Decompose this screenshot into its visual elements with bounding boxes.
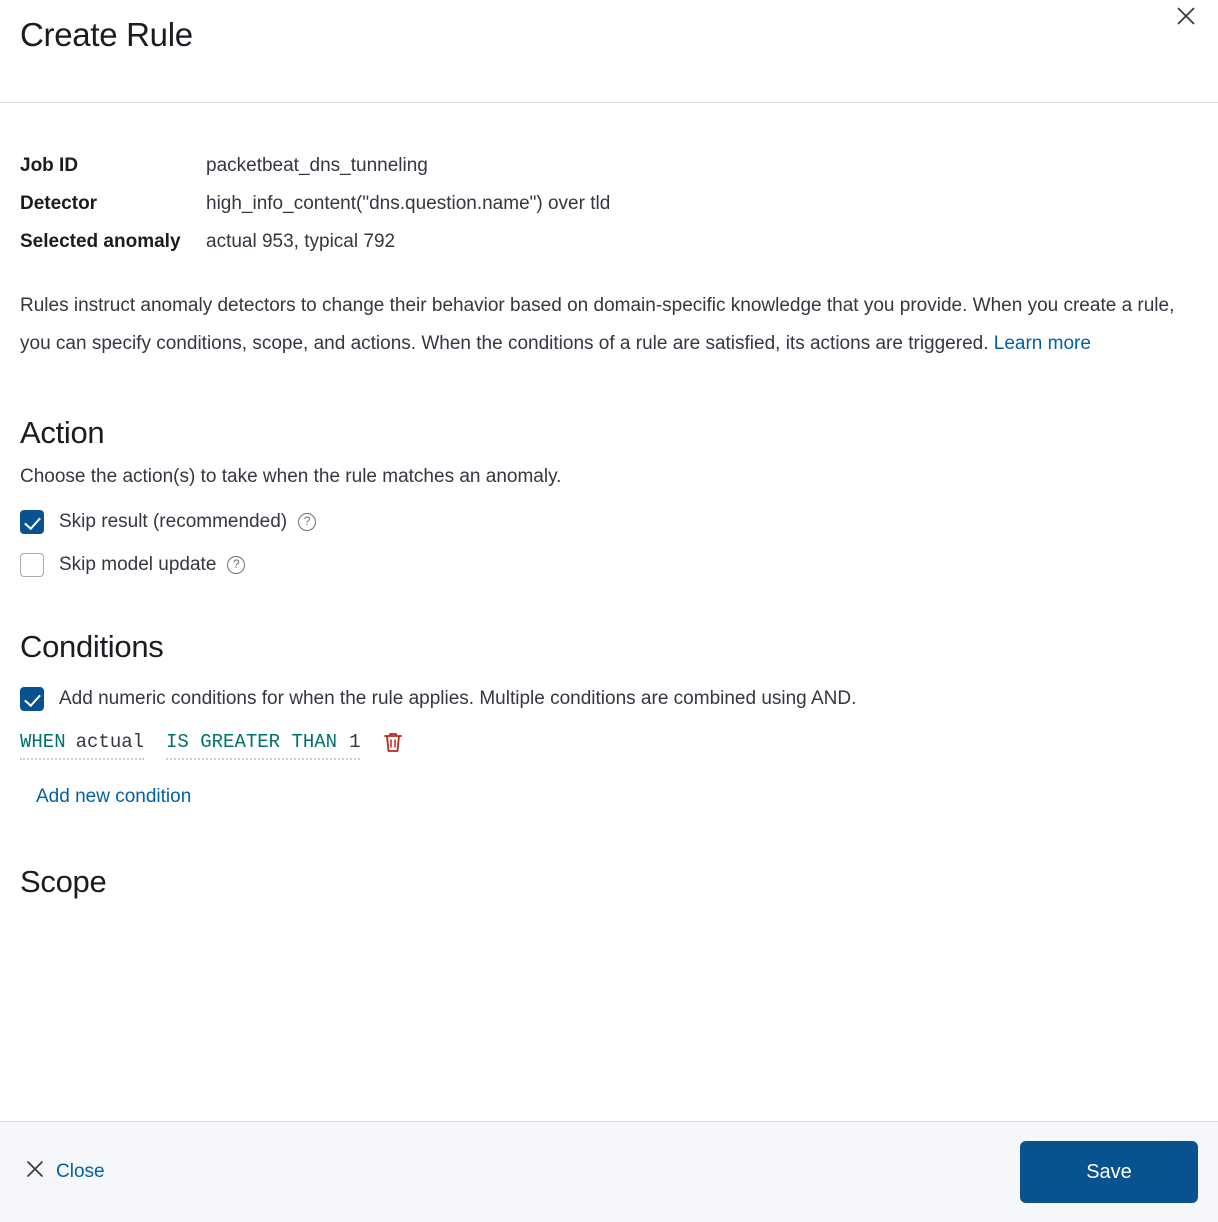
skip-result-checkbox[interactable]	[20, 510, 44, 534]
save-button[interactable]: Save	[1020, 1141, 1198, 1203]
detail-label-detector: Detector	[20, 193, 98, 214]
intro-paragraph: Rules instruct anomaly detectors to change their behavior based on domain-specific knowledge that you provide. When you create a rule, you can specify conditions, scope, and actions. When the conditions of a rule are satisfied, its actions are triggered.	[20, 295, 1175, 354]
condition-field-value: actual	[75, 731, 145, 753]
detail-value-selected-anomaly: actual 953, typical 792	[206, 231, 396, 252]
action-section-subtitle: Choose the action(s) to take when the rule matches an anomaly.	[20, 466, 562, 487]
skip-result-label: Skip result (recommended)	[59, 511, 288, 532]
cross-icon	[26, 1160, 44, 1184]
intro-text	[20, 287, 1180, 363]
skip-result-row[interactable]	[20, 510, 1198, 534]
skip-model-update-row[interactable]	[20, 553, 1198, 577]
condition-field-select[interactable]	[20, 731, 144, 760]
learn-more-link[interactable]: Learn more	[993, 333, 1091, 354]
close-button-label: Close	[56, 1161, 105, 1182]
conditions-toggle-row[interactable]	[20, 687, 1198, 711]
question-in-circle-icon[interactable]: ?	[298, 513, 316, 531]
condition-row	[20, 731, 1198, 760]
skip-model-update-label: Skip model update	[59, 554, 217, 575]
close-button[interactable]	[20, 1152, 111, 1192]
add-new-condition-link[interactable]: Add new condition	[36, 786, 192, 807]
flyout-header	[0, 0, 1218, 103]
detail-value-detector: high_info_content("dns.question.name") over tld	[206, 193, 611, 214]
page-title: Create Rule	[20, 16, 193, 53]
detail-label-selected-anomaly: Selected anomaly	[20, 231, 181, 252]
condition-threshold-value: 1	[349, 731, 361, 753]
flyout-footer	[0, 1121, 1218, 1222]
condition-operator-value: IS GREATER THAN	[166, 731, 338, 753]
close-icon[interactable]	[1172, 2, 1200, 30]
conditions-enabled-checkbox[interactable]	[20, 687, 44, 711]
question-in-circle-icon[interactable]: ?	[227, 556, 245, 574]
conditions-section-title: Conditions	[20, 629, 164, 664]
skip-model-update-checkbox[interactable]	[20, 553, 44, 577]
condition-when-keyword: WHEN	[20, 731, 66, 753]
scope-section-title: Scope	[20, 864, 107, 899]
action-section-title: Action	[20, 415, 105, 450]
detail-value-job-id: packetbeat_dns_tunneling	[206, 155, 428, 176]
conditions-toggle-label: Add numeric conditions for when the rule applies. Multiple conditions are combined using AND.	[59, 688, 857, 709]
condition-operator-select[interactable]	[166, 731, 360, 760]
trash-icon[interactable]	[382, 731, 404, 755]
flyout-body	[0, 103, 1218, 1121]
detail-label-job-id: Job ID	[20, 155, 79, 176]
rule-details-list	[20, 147, 1198, 261]
